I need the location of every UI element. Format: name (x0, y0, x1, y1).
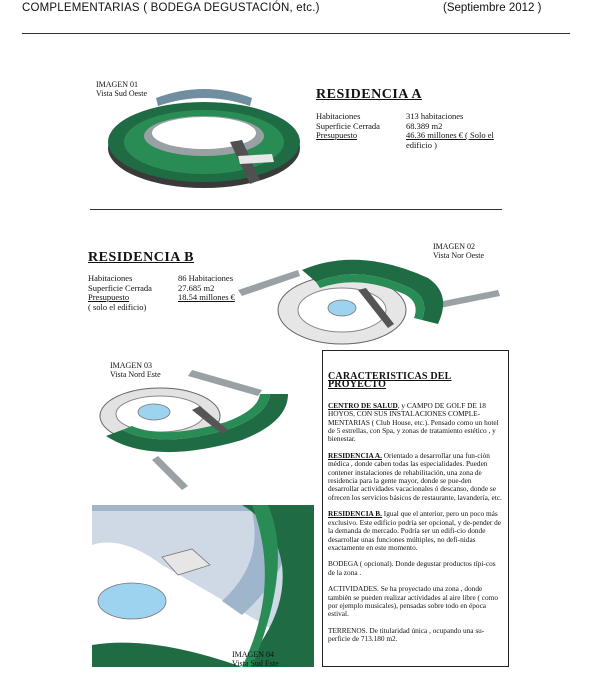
project-characteristics-box (322, 350, 509, 667)
project-paragraph-centro (328, 402, 504, 444)
spec-value: 313 habitaciones (406, 111, 464, 121)
spec-value: 68.389 m2 (406, 120, 443, 131)
spec-value: 18.54 millones € (178, 292, 235, 302)
image-04-caption (232, 650, 279, 668)
spec-label: Habitaciones (316, 111, 361, 121)
spec-label: Superficie Cerrada (316, 120, 380, 131)
spec-value: 86 Habitaciones (178, 273, 233, 283)
project-paragraph-residencia-a (328, 452, 504, 502)
spec-label: Presupuesto (88, 292, 130, 302)
image-04-render (92, 505, 314, 667)
paragraph-text: , y CAMPO DE GOLF DE 18 HOYOS, CON SUS INSTALACIONES COMPLE-MENTARIAS ( Club House, etc.). Pensado como un hotel de 5 estrellas, con Spa, y zonas de tratamiento estético , y bienestar. (328, 400, 499, 444)
image-02-view: Vista Nor Oeste (433, 251, 485, 260)
residencia-a-specs (316, 112, 494, 150)
spec-value: 46.36 millones € ( Solo el (406, 130, 494, 140)
spec-value: 27.685 m2 (178, 282, 215, 293)
residencia-b-title: RESIDENCIA B (88, 250, 194, 265)
section-divider (90, 209, 502, 210)
paragraph-lead: RESIDENCIA B. (328, 509, 382, 519)
image-03-view: Vista Nord Este (110, 370, 161, 379)
spec-label: Habitaciones (88, 273, 133, 283)
spec-label: Presupuesto (316, 130, 358, 140)
residencia-a-title: RESIDENCIA A (316, 87, 422, 102)
image-03-label: IMAGEN 03 (110, 361, 152, 370)
project-paragraph-bodega: BODEGA ( opcional). Donde degustar productos típi-cos de la zona . (328, 559, 496, 577)
image-01-view: Vista Sud Oeste (96, 89, 148, 98)
project-paragraph-actividades: ACTIVIDADES. Se ha proyectado una zona , donde también se pueden realizar actividades al aire libre ( como por ejemplo musicales), pensadas sobre todo en época estival. (328, 584, 498, 619)
header-divider (22, 33, 570, 34)
paragraph-text: Orientado a desarrollar una fun-ción médica , donde caben todas las especialidades. Pueden contener instalaciones de rehabilitación, una zona de residencia para la gente mayor, donde se pue-den desarrollar actividades vacacionales ó descanso, donde se ofrecen los servicios básicos de restaurante, lavandería, etc. (328, 450, 502, 502)
image-04-view: Vista Sud Este (232, 659, 279, 668)
header-title: COMPLEMENTARIAS ( BODEGA DEGUSTACIÓN, etc.) (22, 2, 320, 14)
spec-label: Superficie Cerrada (88, 282, 152, 293)
paragraph-lead: CENTRO DE SALUD (328, 400, 398, 410)
image-04-label: IMAGEN 04 (232, 650, 274, 659)
residencia-b-specs (88, 274, 235, 312)
image-01-render (100, 84, 305, 196)
header-date: (Septiembre 2012 ) (443, 2, 542, 14)
paragraph-lead: RESIDENCIA A. (328, 450, 382, 460)
image-02-render (238, 250, 500, 350)
project-paragraph-residencia-b (328, 510, 504, 552)
spec-value-continued: edificio ) (406, 139, 437, 150)
paragraph-text: Igual que el anterior, pero un poco más exclusivo. Este edificio podría ser opcional, y de-pender de la demanda de mercado. Podría ser un edifi-cio donde desarrollar unas funciones múltiples, no defi-nidas exactamente en este momento. (328, 509, 502, 552)
image-03-render (92, 370, 312, 494)
spec-note: ( solo el edificio) (88, 301, 147, 312)
image-01-label: IMAGEN 01 (96, 80, 138, 89)
project-paragraph-terrenos: TERRENOS. De titularidad única , ocupando una su-perficie de 713.180 m2. (328, 625, 485, 644)
project-title: CARACTERISTICAS DEL PROYECTO (328, 371, 452, 391)
image-02-label: IMAGEN 02 (433, 242, 475, 251)
